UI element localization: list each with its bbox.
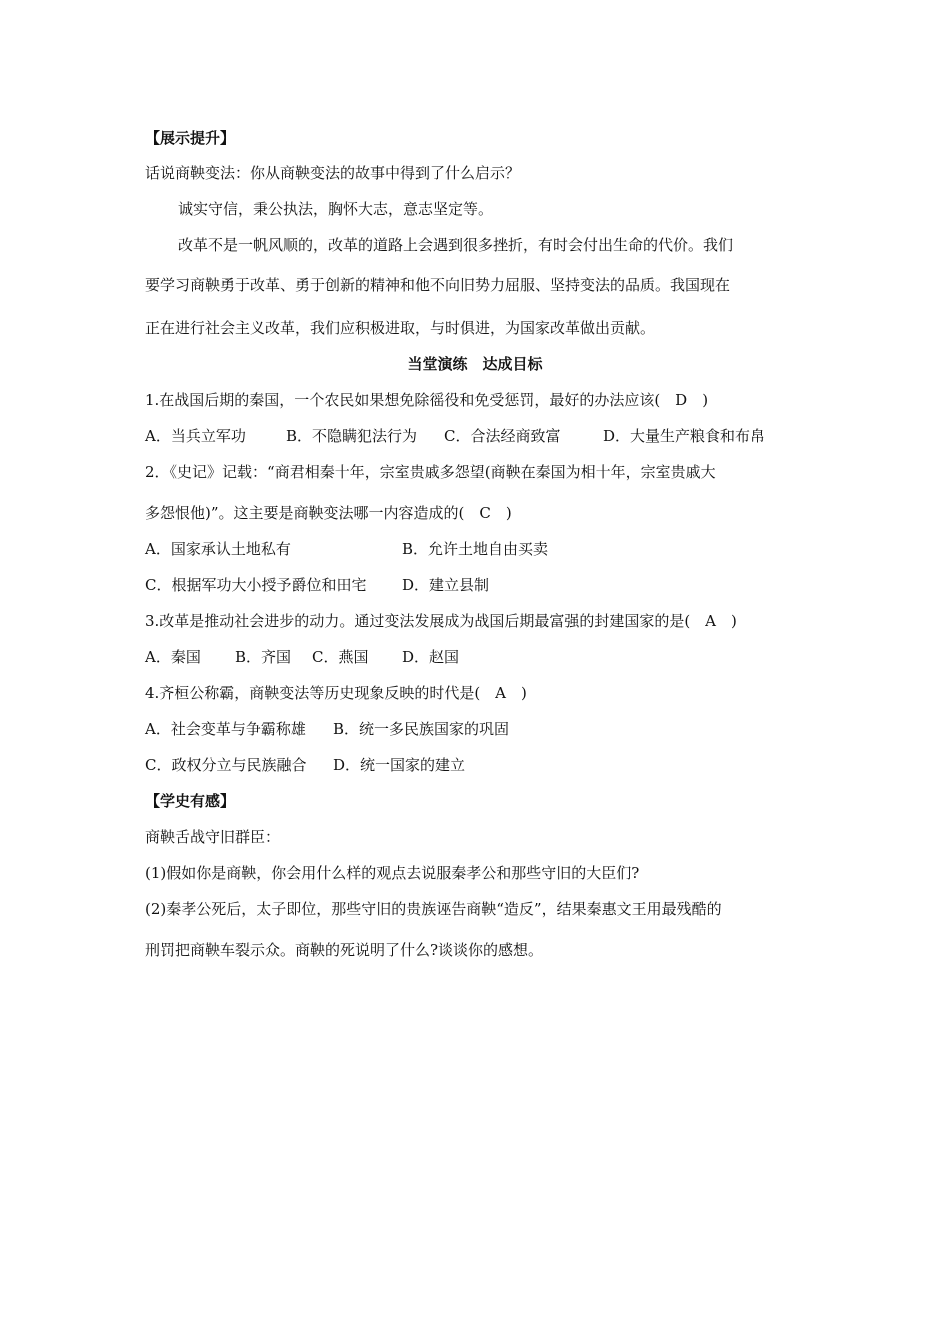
question-4-option-c: C．政权分立与民族融合 xyxy=(145,756,307,774)
section-heading-practice: 当堂演练 达成目标 xyxy=(407,355,543,373)
section-heading-showcase: 【展示提升】 xyxy=(145,129,236,147)
section-heading-reflection: 【学史有感】 xyxy=(145,792,236,810)
answer-paragraph-2-line-1: 改革不是一帆风顺的，改革的道路上会遇到很多挫折，有时会付出生命的代价。我们 xyxy=(178,236,734,254)
question-3-options xyxy=(145,647,459,667)
question-4-option-a: A．社会变革与争霸称雄 xyxy=(145,720,306,738)
question-4-options-row-1 xyxy=(145,719,509,739)
question-4-options-row-2 xyxy=(145,755,465,775)
question-3-option-c: C．燕国 xyxy=(312,648,369,666)
question-1-option-c: C．合法经商致富 xyxy=(444,427,561,445)
question-4-stem: 4.齐桓公称霸，商鞅变法等历史现象反映的时代是( A ) xyxy=(145,684,527,702)
question-1-option-d: D．大量生产粮食和布帛 xyxy=(603,427,766,445)
question-4-option-b: B．统一多民族国家的巩固 xyxy=(333,720,510,738)
question-1-options xyxy=(145,426,765,446)
reflection-item-2-line-2: 刑罚把商鞅车裂示众。商鞅的死说明了什么?谈谈你的感想。 xyxy=(145,941,544,959)
question-3-option-a: A．秦国 xyxy=(145,648,201,666)
question-1-stem: 1.在战国后期的秦国，一个农民如果想免除徭役和免受惩罚，最好的办法应该( D ) xyxy=(145,391,709,409)
answer-paragraph-2-line-2: 要学习商鞅勇于改革、勇于创新的精神和他不向旧势力屈服、坚持变法的品质。我国现在 xyxy=(145,276,731,294)
question-2-option-d: D．建立县制 xyxy=(402,576,490,594)
question-2-option-c: C．根据军功大小授予爵位和田宅 xyxy=(145,576,367,594)
question-2-stem-line-1: 2．《史记》记载：“商君相秦十年，宗室贵戚多怨望(商鞅在秦国为相十年，宗室贵戚大 xyxy=(145,463,716,481)
question-2-options-row-2 xyxy=(145,575,489,595)
question-1-option-a: A．当兵立军功 xyxy=(145,427,246,445)
question-3-stem: 3.改革是推动社会进步的动力。通过变法发展成为战国后期最富强的封建国家的是( A ) xyxy=(145,612,737,630)
answer-paragraph-1: 诚实守信，秉公执法，胸怀大志，意志坚定等。 xyxy=(178,200,494,218)
reflection-item-2-line-1: (2)秦孝公死后，太子即位，那些守旧的贵族诬告商鞅“造反”，结果秦惠文王用最残酷的 xyxy=(145,900,722,918)
question-1-option-b: B．不隐瞒犯法行为 xyxy=(286,427,418,445)
question-2-stem-line-2: 多怨恨他)”。这主要是商鞅变法哪一内容造成的( C ) xyxy=(145,504,512,522)
question-2-option-a: A．国家承认土地私有 xyxy=(145,540,291,558)
question-3-option-d: D．赵国 xyxy=(402,648,460,666)
reflection-item-1: (1)假如你是商鞅，你会用什么样的观点去说服秦孝公和那些守旧的大臣们? xyxy=(145,864,640,882)
reflection-intro: 商鞅舌战守旧群臣： xyxy=(145,828,281,846)
question-2-option-b: B．允许土地自由买卖 xyxy=(402,540,549,558)
discussion-question: 话说商鞅变法：你从商鞅变法的故事中得到了什么启示？ xyxy=(145,164,521,182)
answer-paragraph-2-line-3: 正在进行社会主义改革，我们应积极进取，与时俱进，为国家改革做出贡献。 xyxy=(145,319,656,337)
question-3-option-b: B．齐国 xyxy=(235,648,292,666)
question-4-option-d: D．统一国家的建立 xyxy=(333,756,466,774)
question-2-options-row-1 xyxy=(145,539,548,559)
